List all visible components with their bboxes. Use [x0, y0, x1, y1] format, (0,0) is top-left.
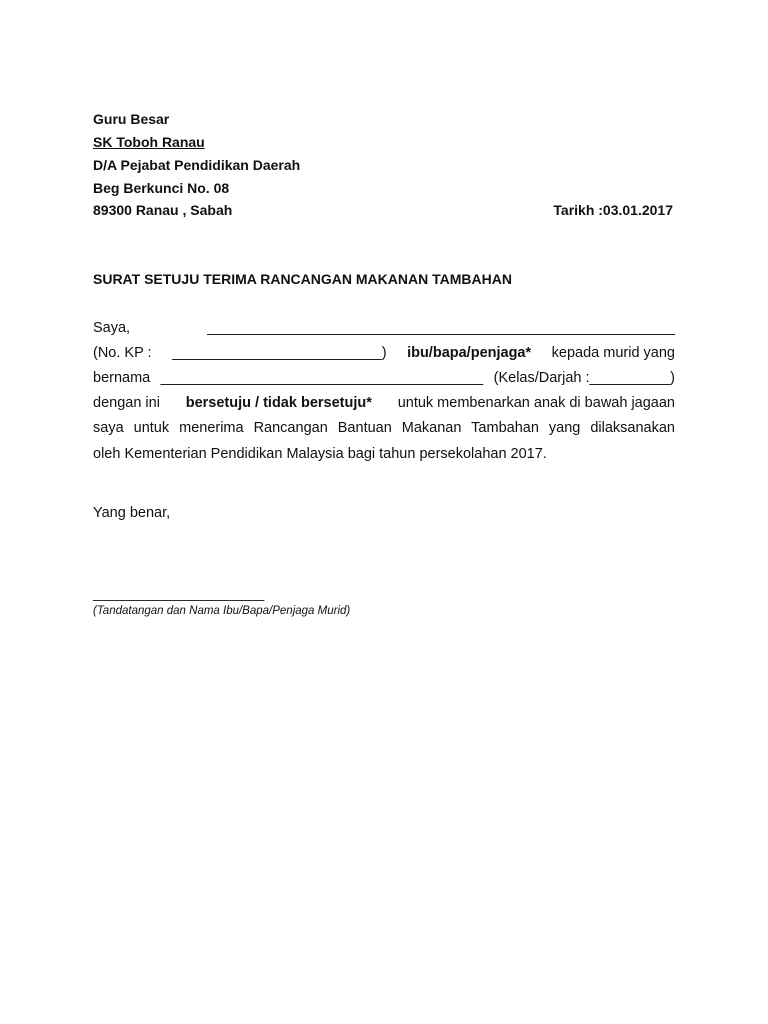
body-line-consent	[93, 395, 675, 412]
body-line-name	[93, 320, 675, 337]
recipient-postcode: 89300 Ranau , Sabah	[93, 202, 233, 218]
nokp-blank: __________________________)	[172, 345, 387, 361]
saya-label: Saya,	[93, 320, 131, 336]
student-name-blank: ________________________________________	[160, 370, 484, 386]
signature-caption: (Tandatangan dan Nama Ibu/Bapa/Penjaga Murid)	[93, 605, 351, 617]
body-line-ministry: oleh Kementerian Pendidikan Malaysia bagi tahun persekolahan 2017.	[93, 446, 547, 462]
name-blank: __________________________________________________________	[207, 320, 675, 336]
consent-suffix: untuk membenarkan anak di bawah jagaan	[397, 395, 675, 411]
nokp-label: (No. KP :	[93, 345, 152, 361]
bernama-label: bernama	[93, 370, 151, 386]
relation-suffix: kepada murid yang	[551, 345, 675, 361]
closing-text: Yang benar,	[93, 505, 171, 521]
recipient-office: D/A Pejabat Pendidikan Daerah	[93, 157, 301, 173]
class-field: (Kelas/Darjah :__________)	[493, 370, 675, 386]
recipient-title: Guru Besar	[93, 111, 170, 127]
letter-subject: SURAT SETUJU TERIMA RANCANGAN MAKANAN TAMBAHAN	[93, 271, 512, 287]
relation-options: ibu/bapa/penjaga*	[407, 345, 532, 361]
consent-prefix: dengan ini	[93, 395, 160, 411]
body-line-student	[93, 370, 675, 387]
letter-date: Tarikh :03.01.2017	[553, 202, 673, 218]
recipient-mailbag: Beg Berkunci No. 08	[93, 180, 230, 196]
signature-line: ______________________	[93, 585, 265, 601]
body-line-program: saya untuk menerima Rancangan Bantuan Makanan Tambahan yang dilaksanakan	[93, 420, 675, 436]
consent-options: bersetuju / tidak bersetuju*	[185, 395, 372, 411]
body-line-ic	[93, 345, 675, 362]
recipient-school: SK Toboh Ranau	[93, 134, 205, 150]
